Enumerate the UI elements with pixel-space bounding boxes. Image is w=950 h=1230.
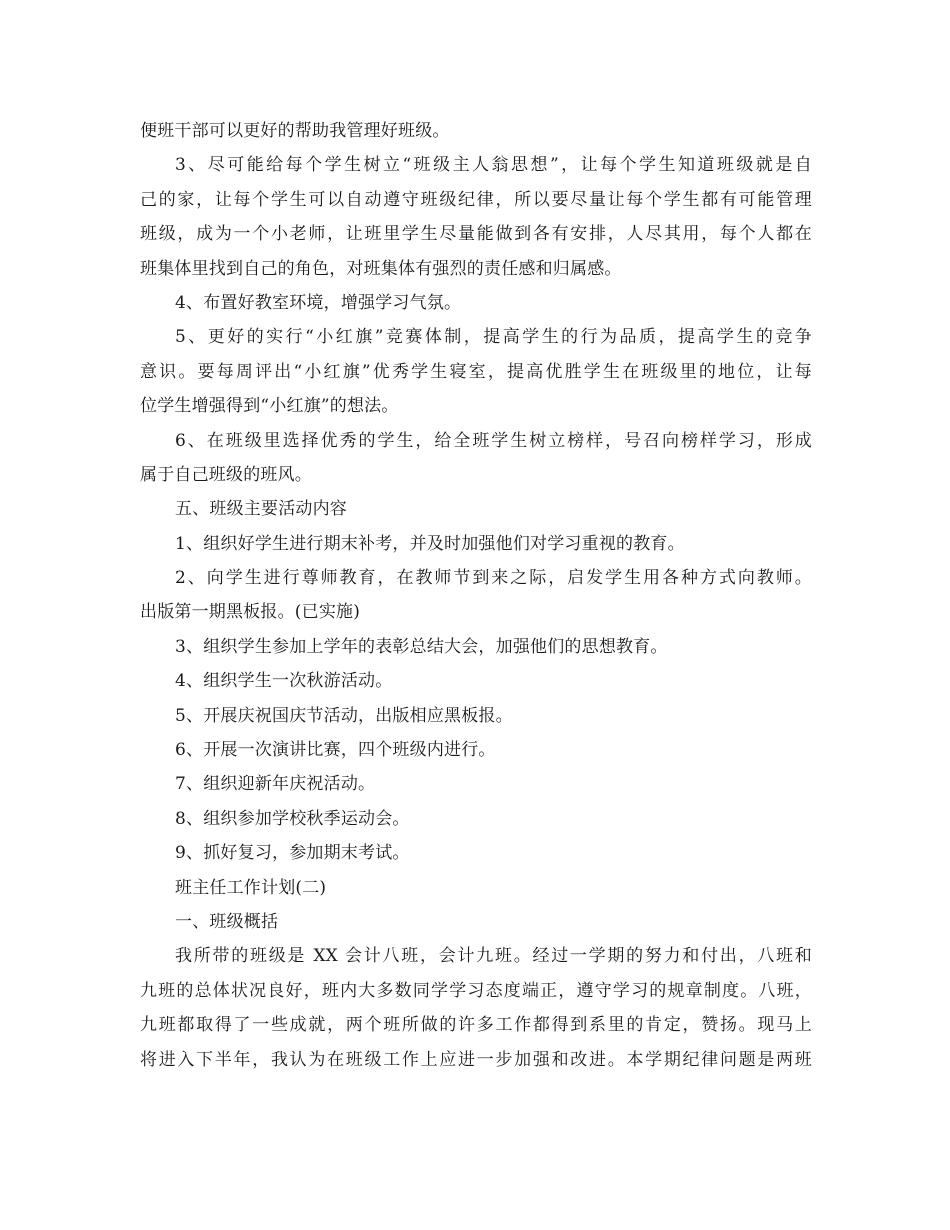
text-line: 九班都取得了一些成就，两个班所做的许多工作都得到系里的肯定，赞扬。现马上 — [140, 1015, 812, 1036]
text-line: 6、在班级里选择优秀的学生，给全班学生树立榜样，号召向榜样学习，形成 — [175, 430, 812, 451]
text-line: 3、组织学生参加上学年的表彰总结大会，加强他们的思想教育。 — [175, 636, 668, 657]
text-line: 1、组织好学生进行期末补考，并及时加强他们对学习重视的教育。 — [175, 533, 685, 554]
text-line: 5、更好的实行“小红旗”竞赛体制，提高学生的行为品质，提高学生的竞争 — [175, 327, 812, 348]
document-page — [140, 114, 812, 1077]
text-line: 己的家，让每个学生可以自动遵守班级纪律，所以要尽量让每个学生都有可能管理 — [140, 189, 812, 210]
text-line: 4、布置好教室环境，增强学习气氛。 — [175, 292, 462, 313]
text-line: 5、开展庆祝国庆节活动，出版相应黑板报。 — [175, 705, 513, 726]
text-line: 班级，成为一个小老师，让班里学生尽量能做到各有安排，人尽其用，每个人都在 — [140, 224, 812, 245]
text-line: 9、抓好复习，参加期末考试。 — [175, 843, 410, 864]
text-line: 出版第一期黑板报。(已实施) — [140, 602, 361, 623]
text-line: 位学生增强得到“小红旗”的想法。 — [140, 396, 399, 417]
text-line: 我所带的班级是 XX 会计八班，会计九班。经过一学期的努力和付出，八班和 — [175, 946, 812, 967]
text-line: 班主任工作计划(二) — [175, 877, 327, 898]
text-line: 7、组织迎新年庆祝活动。 — [175, 774, 376, 795]
text-line: 6、开展一次演讲比赛，四个班级内进行。 — [175, 740, 496, 761]
text-line: 便班干部可以更好的帮助我管理好班级。 — [140, 121, 450, 141]
text-line: 3、尽可能给每个学生树立“班级主人翁思想”，让每个学生知道班级就是自 — [175, 155, 812, 176]
text-line: 九班的总体状况良好，班内大多数同学学习态度端正，遵守学习的规章制度。八班， — [140, 980, 812, 1001]
text-line: 8、组织参加学校秋季运动会。 — [175, 808, 410, 829]
text-line: 意识。要每周评出“小红旗”优秀学生寝室，提高优胜学生在班级里的地位，让每 — [140, 361, 812, 382]
text-line: 2、向学生进行尊师教育，在教师节到来之际，启发学生用各种方式向教师。 — [175, 568, 812, 589]
text-line: 五、班级主要活动内容 — [175, 499, 347, 520]
text-line: 班集体里找到自己的角色，对班集体有强烈的责任感和归属感。 — [140, 258, 622, 279]
text-line: 将进入下半年，我认为在班级工作上应进一步加强和改进。本学期纪律问题是两班 — [140, 1049, 812, 1070]
text-line: 属于自己班级的班风。 — [140, 464, 312, 485]
text-line: 一、班级概括 — [175, 911, 279, 932]
text-line: 4、组织学生一次秋游活动。 — [175, 671, 393, 692]
